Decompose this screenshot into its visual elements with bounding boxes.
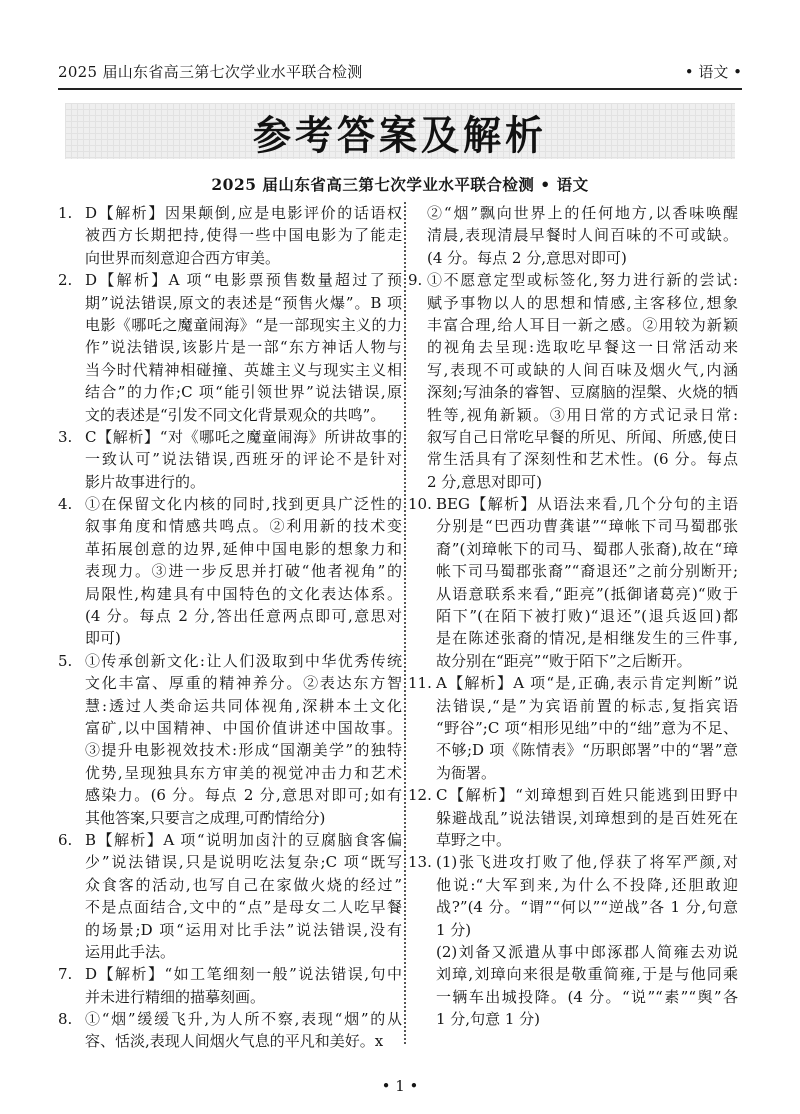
answer-item bbox=[58, 269, 402, 426]
column-divider bbox=[404, 202, 406, 1044]
answer-line: 1 分,句意 1 分) bbox=[436, 1010, 541, 1029]
answer-line: 为衙署。 bbox=[436, 763, 497, 782]
answer-item bbox=[58, 963, 402, 1008]
answer-line: 不是点面结合,文中的“点”是母女二人吃早餐 bbox=[85, 898, 402, 917]
answer-line: 战?”(4 分。“谓”“何以”“逆战”各 1 分,句意 bbox=[436, 898, 738, 917]
answer-line: 的视角去呈现:选取吃早餐这一日常活动来 bbox=[427, 338, 738, 357]
answer-line: 从语意联系来看,“距亮”(抵御诸葛亮)“败于 bbox=[436, 584, 738, 603]
answer-line: 期”说法错误,原文的表述是“预售火爆”。B 项 bbox=[85, 293, 402, 312]
answer-line: 是在陈述张裔的情况,是相继发生的三件事, bbox=[436, 629, 738, 648]
answer-line: 叙事角度和情感共鸣点。②利用新的技术变 bbox=[85, 517, 402, 536]
page-number: • 1 • bbox=[381, 1077, 419, 1095]
answer-item bbox=[58, 202, 402, 269]
answer-line: 影片故事进行的。 bbox=[85, 472, 206, 491]
item-number: 1. bbox=[58, 204, 73, 222]
answer-item bbox=[408, 493, 738, 672]
answer-line: 不够;D 项《陈情表》“历职郎署”中的“署”意 bbox=[436, 741, 738, 760]
answer-line: 其他答案,只要言之成理,可酌情给分) bbox=[85, 808, 326, 827]
answer-line: 文的表述是“引发不同文化背景观众的共鸣”。 bbox=[85, 405, 386, 424]
answer-line: 叙写自己日常吃早餐的所见、所闻、所感,使日 bbox=[427, 427, 738, 446]
answer-line: 写,表现不可或缺的人间百味及烟火气,内涵 bbox=[427, 360, 738, 379]
answer-line: 文化丰富、厚重的精神养分。②表达东方智 bbox=[85, 674, 402, 693]
answer-line: 感染力。(6 分。每点 2 分,意思对即可;如有 bbox=[85, 786, 402, 805]
answer-line: D【解析】因果颠倒,应是电影评价的话语权 bbox=[85, 204, 402, 222]
answer-line: 他说:“大军到来,为什么不投降,还胆敢迎 bbox=[436, 875, 738, 894]
answer-line: (4 分。每点 2 分,意思对即可) bbox=[427, 248, 627, 267]
answer-line: 并未进行精细的描摹刻画。 bbox=[85, 987, 266, 1006]
answer-line: 局限性,构建具有中国特色的文化表达体系。 bbox=[85, 584, 402, 603]
answer-line: 优势,呈现独具东方审美的视觉冲击力和艺术 bbox=[85, 763, 402, 782]
item-number: 11. bbox=[408, 674, 432, 693]
item-number: 3. bbox=[58, 427, 73, 446]
answer-line: ①“烟”缓缓飞升,为人所不察,表现“烟”的从 bbox=[85, 1010, 402, 1029]
answer-line: 众食客的活动,也写自己在家做火烧的经过” bbox=[85, 875, 402, 894]
answer-line: 的场景;D 项“运用对比手法”说法错误,没有 bbox=[85, 920, 402, 939]
answer-line: D【解析】“如工笔细刻一般”说法错误,句中 bbox=[85, 965, 402, 984]
answer-line: (2)刘备又派遣从事中郎涿郡人简雍去劝说 bbox=[436, 942, 738, 961]
answer-line: 深刻;写油条的睿智、豆腐脑的涅槃、火烧的牺 bbox=[427, 383, 738, 402]
answer-line: 作”说法错误,该影片是一部“东方神话人物与 bbox=[85, 338, 402, 357]
answer-line: 向世界而刻意迎合西方审美。 bbox=[85, 248, 281, 267]
answer-line: 一致认可”说法错误,西班牙的评论不是针对 bbox=[85, 450, 402, 469]
answer-line: ①不愿意定型或标签化,努力进行新的尝试: bbox=[427, 271, 738, 290]
answer-line: 少”说法错误,只是说明吃法复杂;C 项“既写 bbox=[85, 853, 402, 872]
answer-line: 清晨,表现清晨早餐时人间百味的不可或缺。 bbox=[427, 226, 738, 245]
answer-line: 草野之中。 bbox=[436, 830, 512, 849]
answer-item bbox=[408, 851, 738, 1030]
answer-item bbox=[408, 672, 738, 784]
item-number: 9. bbox=[408, 271, 423, 290]
item-number: 13. bbox=[408, 853, 432, 872]
item-number: 4. bbox=[58, 495, 73, 514]
answer-line: 即可) bbox=[85, 629, 121, 648]
answer-item bbox=[58, 829, 402, 963]
answer-item bbox=[408, 202, 738, 269]
answer-line: 被西方长期把持,使得一些中国电影为了能走 bbox=[85, 226, 402, 245]
item-number: 6. bbox=[58, 830, 73, 849]
answer-line: 丰富合理,给人耳目一新之感。②用较为新颖 bbox=[427, 315, 738, 334]
answer-line: A【解析】A 项“是,正确,表示肯定判断”说 bbox=[436, 674, 738, 693]
item-number: 2. bbox=[58, 271, 73, 290]
answer-item bbox=[58, 650, 402, 829]
answer-line: 当今时代精神相碰撞、英雄主义与现实主义相 bbox=[85, 360, 402, 379]
answer-line: C【解析】“刘璋想到百姓只能逃到田野中 bbox=[436, 786, 738, 805]
answer-item bbox=[408, 269, 738, 493]
answer-line: ①在保留文化内核的同时,找到更具广泛性的 bbox=[85, 495, 402, 514]
answer-line: 躲避战乱”说法错误,刘璋想到的是百姓死在 bbox=[436, 808, 738, 827]
answer-line: 分别是“巴西功曹龚谌”“璋帐下司马蜀郡张 bbox=[436, 517, 738, 536]
answer-line: 陌下”(在陌下被打败)“退还”(退兵返回)都 bbox=[436, 607, 738, 626]
answer-line: 运用此手法。 bbox=[85, 942, 176, 961]
answer-line: 刘璋,刘璋向来很是敬重简雍,于是与他同乘 bbox=[436, 965, 738, 984]
header-subject: • 语文 • bbox=[684, 63, 742, 81]
answer-line: 常生活具有了深刻性和艺术性。(6 分。每点 bbox=[427, 450, 738, 469]
right-column bbox=[408, 202, 738, 1030]
item-number: 7. bbox=[58, 965, 73, 984]
answer-line: 故分别在“距亮”“败于陌下”之后断开。 bbox=[436, 651, 692, 670]
title-banner bbox=[65, 103, 735, 159]
answer-line: ②“烟”飘向世界上的任何地方,以香味唤醒 bbox=[427, 204, 738, 222]
answer-line: 容、恬淡,表现人间烟火气息的平凡和美好。x bbox=[85, 1032, 384, 1051]
answer-line: 表现力。③进一步反思并打破“他者视角”的 bbox=[85, 562, 402, 581]
answer-line: (1)张飞进攻打败了他,俘获了将军严颜,对 bbox=[436, 853, 738, 872]
answer-line: 革拓展创意的边界,延伸中国电影的想象力和 bbox=[85, 539, 402, 558]
running-header bbox=[58, 50, 742, 90]
answer-line: 法错误,“是”为宾语前置的标志,复指宾语 bbox=[436, 696, 738, 715]
answer-item bbox=[58, 493, 402, 650]
document-subtitle: 2025 届山东省高三第七次学业水平联合检测 • 语文 bbox=[211, 175, 589, 194]
answer-line: 牲等,视角新颖。③用日常的方式记录日常: bbox=[427, 405, 738, 424]
answer-line: 电影《哪吒之魔童闹海》“是一部现实主义的力 bbox=[85, 315, 402, 334]
answer-line: BEG【解析】从语法来看,几个分句的主语 bbox=[436, 495, 738, 514]
answer-line: ①传承创新文化:让人们汲取到中华优秀传统 bbox=[85, 651, 402, 670]
item-number: 5. bbox=[58, 651, 73, 670]
item-number: 10. bbox=[408, 495, 432, 514]
answer-line: 裔”(刘璋帐下的司马、蜀郡人张裔),故在“璋 bbox=[436, 539, 738, 558]
answer-line: 1 分) bbox=[436, 920, 472, 939]
answer-line: 慧:透过人类命运共同体视角,深耕本土文化 bbox=[85, 696, 402, 715]
item-number: 8. bbox=[58, 1010, 73, 1029]
answer-line: 富矿,以中国精神、中国价值讲述中国故事。 bbox=[85, 718, 402, 737]
banner-title: 参考答案及解析 bbox=[252, 111, 547, 158]
answer-line: 结合”的力作;C 项“能引领世界”说法错误,原 bbox=[85, 383, 402, 402]
answer-item bbox=[58, 1008, 402, 1053]
answer-line: “野谷”;C 项“相形见绌”中的“绌”意为不足、 bbox=[436, 718, 738, 737]
header-exam-title: 2025 届山东省高三第七次学业水平联合检测 bbox=[58, 63, 363, 81]
left-column bbox=[58, 202, 402, 1053]
answer-line: ③提升电影视效技术:形成“国潮美学”的独特 bbox=[85, 741, 402, 760]
answer-item bbox=[408, 784, 738, 851]
answer-line: 一辆车出城投降。(4 分。“说”“素”“舆”各 bbox=[436, 987, 738, 1006]
answer-line: (4 分。每点 2 分,答出任意两点即可,意思对 bbox=[85, 607, 402, 626]
answer-line: D【解析】A 项“电影票预售数量超过了预 bbox=[85, 271, 402, 290]
answer-line: B【解析】A 项“说明加卤汁的豆腐脑食客偏 bbox=[85, 830, 402, 849]
answer-line: 2 分,意思对即可) bbox=[427, 472, 542, 491]
item-number: 12. bbox=[408, 786, 432, 805]
answer-line: 赋予事物以人的思想和情感,主客移位,想象 bbox=[427, 293, 738, 312]
answer-item bbox=[58, 426, 402, 493]
answer-line: 帐下司马蜀郡张裔”“裔退还”之前分别断开; bbox=[436, 562, 738, 581]
answer-line: C【解析】“对《哪吒之魔童闹海》所讲故事的 bbox=[85, 427, 402, 446]
